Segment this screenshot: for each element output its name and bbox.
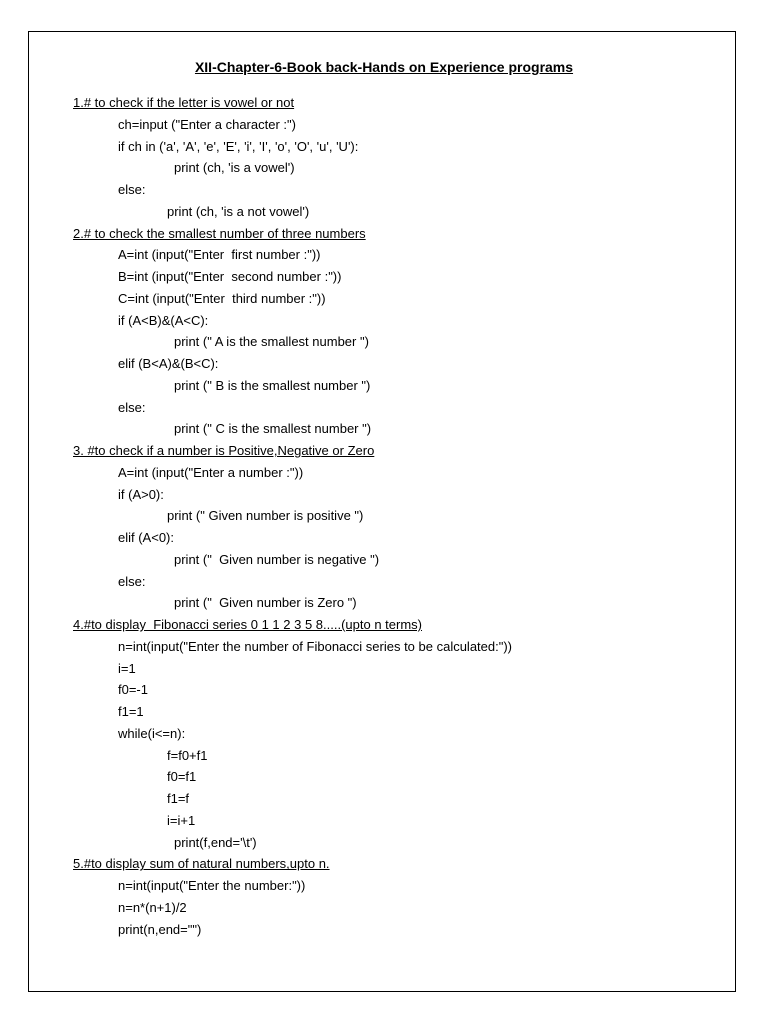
section-heading: 2.# to check the smallest number of three numbers xyxy=(73,225,366,241)
code-line: else: xyxy=(118,399,146,415)
code-line: f0=-1 xyxy=(118,682,148,698)
code-line: n=int(input("Enter the number:")) xyxy=(118,878,306,893)
document-title: XII-Chapter-6-Book back-Hands on Experience programs xyxy=(194,59,574,75)
code-line: print (" Given number is negative ") xyxy=(174,551,380,567)
code-line: f0=f1 xyxy=(167,769,197,785)
code-line: if (A<B)&(A<C): xyxy=(118,312,209,328)
code-line: ch=input ("Enter a character :") xyxy=(118,116,296,132)
code-line: C=int (input("Enter third number :")) xyxy=(118,290,326,306)
code-line: print (" B is the smallest number ") xyxy=(174,377,371,393)
code-line: elif (A<0): xyxy=(118,530,174,545)
code-line: i=i+1 xyxy=(167,812,196,828)
code-line: else: xyxy=(118,182,146,197)
code-line: A=int (input("Enter a number :")) xyxy=(118,464,304,480)
code-line: print (" A is the smallest number ") xyxy=(174,334,369,350)
code-line: A=int (input("Enter first number :")) xyxy=(118,247,321,263)
section-heading: 4.#to display Fibonacci series 0 1 1 2 3 5 8.....(upto n terms) xyxy=(73,617,423,632)
code-line: i=1 xyxy=(118,660,136,676)
code-line: f=f0+f1 xyxy=(167,747,208,763)
code-line: print (" Given number is positive ") xyxy=(167,508,364,524)
code-line: f1=1 xyxy=(118,704,144,719)
code-line: print (" Given number is Zero ") xyxy=(174,595,357,611)
code-line: f1=f xyxy=(167,791,190,806)
section-heading: 3. #to check if a number is Positive,Negative or Zero xyxy=(73,443,375,458)
code-line: n=int(input("Enter the number of Fibonacci series to be calculated:")) xyxy=(118,638,513,654)
code-line: B=int (input("Enter second number :")) xyxy=(118,269,342,284)
code-line: print (ch, 'is a not vowel') xyxy=(167,203,310,219)
code-line: n=n*(n+1)/2 xyxy=(118,899,187,915)
code-line: print (ch, 'is a vowel') xyxy=(174,160,295,176)
code-line: if (A>0): xyxy=(118,486,164,502)
section-heading: 5.#to display sum of natural numbers,upto n. xyxy=(73,856,330,872)
page-border xyxy=(28,31,736,992)
code-line: print (" C is the smallest number ") xyxy=(174,421,372,437)
code-line: while(i<=n): xyxy=(118,725,186,741)
code-line: print(n,end="") xyxy=(118,921,202,937)
code-line: print(f,end='\t') xyxy=(174,834,257,850)
code-line: if ch in ('a', 'A', 'e', 'E', 'i', 'I', 'o', 'O', 'u', 'U'): xyxy=(118,138,359,154)
code-line: elif (B<A)&(B<C): xyxy=(118,356,219,371)
section-heading: 1.# to check if the letter is vowel or not xyxy=(73,95,295,110)
code-line: else: xyxy=(118,573,146,589)
